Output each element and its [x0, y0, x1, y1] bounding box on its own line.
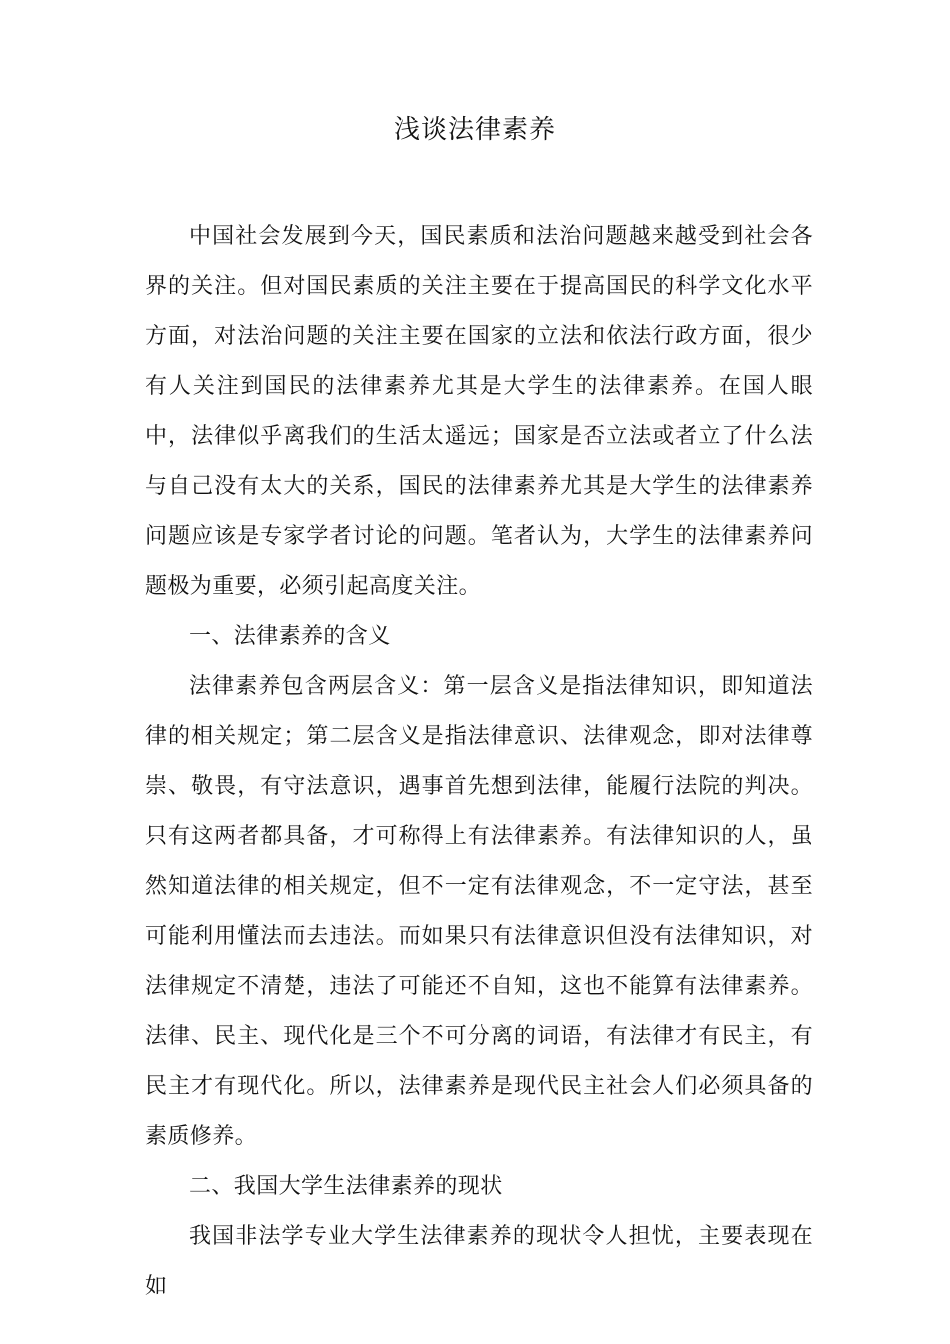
- section-heading-2: 二、我国大学生法律素养的现状: [189, 1174, 503, 1199]
- document-title: 浅谈法律素养: [393, 115, 556, 145]
- section-1-paragraph: 法律素养包含两层含义：第一层含义是指法律知识，即知道法律的相关规定；第二层含义是指法律意识、法律观念，即对法律尊崇、敬畏，有守法意识，遇事首先想到法律，能履行法院的判决。只有这两者都具备，才可称得上有法律素养。有法律知识的人，虽然知道法律的相关规定，但不一定有法律观念，不一定守法，甚至可能利用懂法而去违法。而如果只有法律意识但没有法律知识，对法律规定不清楚，违法了可能还不自知，这也不能算有法律素养。法律、民主、现代化是三个不可分离的词语，有法律才有民主，有民主才有现代化。所以，法律素养是现代民主社会人们必须具备的素质修养。: [145, 674, 813, 1149]
- section-heading-1: 一、法律素养的含义: [189, 624, 391, 649]
- intro-paragraph: 中国社会发展到今天，国民素质和法治问题越来越受到社会各界的关注。但对国民素质的关注主要在于提高国民的科学文化水平方面，对法治问题的关注主要在国家的立法和依法行政方面，很少有人关注到国民的法律素养尤其是大学生的法律素养。在国人眼中，法律似乎离我们的生活太遥远；国家是否立法或者立了什么法与自己没有太大的关系，国民的法律素养尤其是大学生的法律素养问题应该是专家学者讨论的问题。笔者认为，大学生的法律素养问题极为重要，必须引起高度关注。: [145, 224, 813, 599]
- section-2-paragraph: 我国非法学专业大学生法律素养的现状令人担忧，主要表现在如: [145, 1224, 813, 1299]
- document-body: [145, 212, 813, 1312]
